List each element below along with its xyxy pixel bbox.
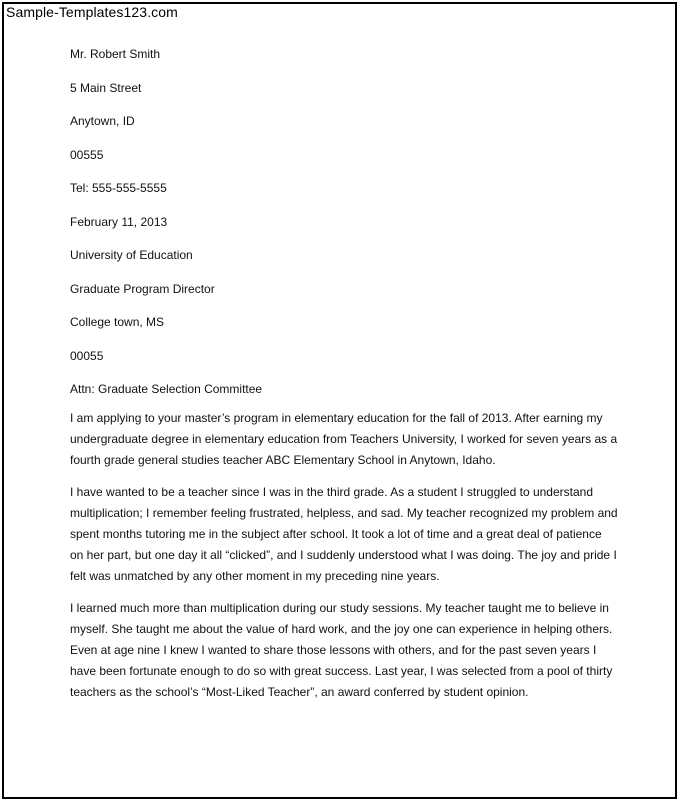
sender-street: 5 Main Street: [70, 80, 142, 95]
recipient-title: Graduate Program Director: [70, 281, 215, 296]
paragraph-lessons: I learned much more than multiplication during our study sessions. My teacher taught me to believe in myself. She taught me about the value of hard work, and the joy one can experience in helping others. Even at age nine I knew I wanted to share those lessons with others, and for the past seven years I have been fortunate enough to do so with great success. Last year, I was selected from a pool of thirty teachers as the school’s “Most-Liked Teacher”, an award conferred by student opinion.: [70, 600, 613, 700]
sender-name: Mr. Robert Smith: [70, 47, 161, 61]
paragraph-motivation: I have wanted to be a teacher since I was in the third grade. As a student I struggled to understand multiplication; I remember feeling frustrated, helpless, and sad. My teacher recognized my problem and spent months tutoring me in the subject after school. It took a lot of time and a great deal of patience on her part, but one day it all “clicked”, and I suddenly understood what I was doing. The joy and pride I felt was unmatched by any other moment in my preceding nine years.: [70, 484, 618, 584]
sender-phone: Tel: 555-555-5555: [70, 181, 167, 195]
letter-date: February 11, 2013: [70, 214, 168, 229]
attention-line: Attn: Graduate Selection Committee: [70, 382, 263, 396]
recipient-zip: 00055: [70, 348, 104, 363]
site-watermark: Sample-Templates123.com: [6, 4, 178, 20]
letter-body: [70, 46, 618, 714]
paragraph-intro: I am applying to your master’s program in elementary education for the fall of 2013. After earning my undergraduate degree in elementary education from Teachers University, I worked for seven years as a fourth grade general studies teacher ABC Elementary School in Anytown, Idaho.: [70, 411, 618, 468]
recipient-city: College town, MS: [70, 315, 165, 329]
address-block: [70, 46, 618, 398]
sender-zip: 00555: [70, 147, 104, 162]
recipient-institution: University of Education: [70, 248, 193, 262]
sender-city: Anytown, ID: [70, 114, 135, 128]
